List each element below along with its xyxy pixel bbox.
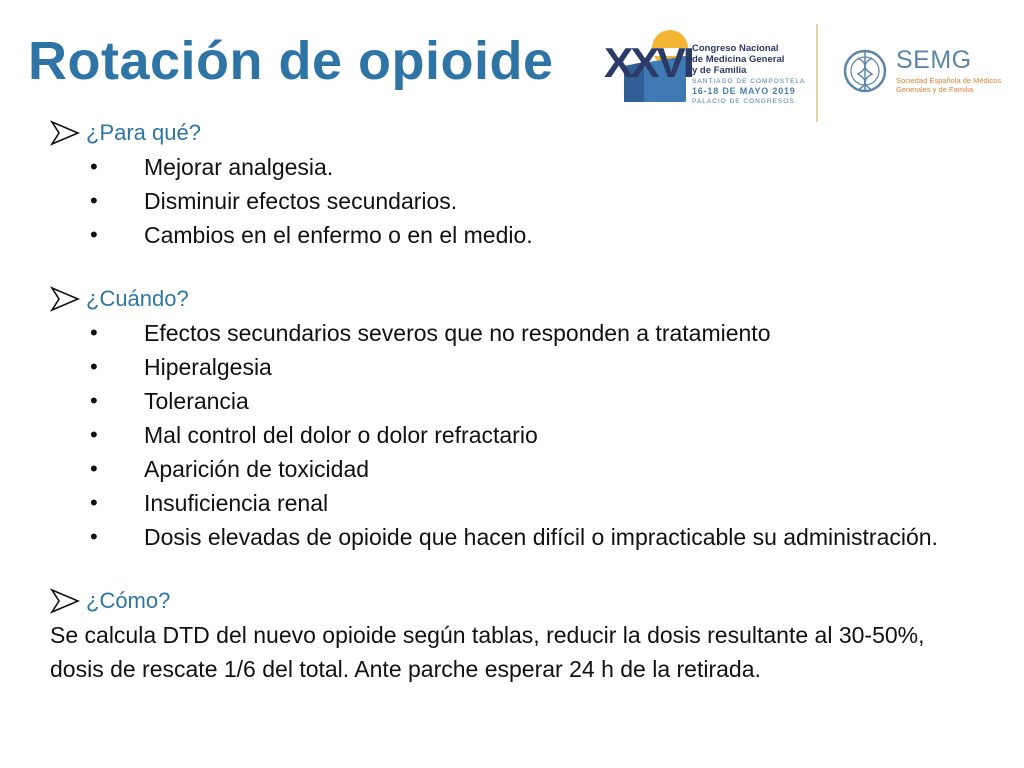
bullet-list-cuando	[50, 316, 980, 554]
congress-name-line: Congreso Nacional	[692, 43, 779, 54]
congress-dates: 16-18 DE MAYO 2019	[692, 86, 796, 96]
congress-name-line: de Medicina General	[692, 54, 785, 65]
bullet-dot: •	[90, 524, 98, 549]
list-item	[50, 184, 980, 218]
list-item-text: Mejorar analgesia.	[144, 154, 334, 180]
slide-title: Rotación de opioide	[28, 31, 554, 91]
list-item-text: Disminuir efectos secundarios.	[144, 188, 458, 214]
list-item-text: Mal control del dolor o dolor refractario	[144, 422, 538, 448]
bullet-dot: •	[90, 490, 98, 515]
congress-venue: PALACIO DE CONGRESOS	[692, 98, 795, 105]
bullet-dot: •	[90, 388, 98, 413]
bullet-dot: •	[90, 354, 98, 379]
bullet-dot: •	[90, 422, 98, 447]
list-item-text: Aparición de toxicidad	[144, 456, 370, 482]
list-item	[50, 520, 980, 554]
bullet-dot: •	[90, 188, 98, 213]
congress-roman-numeral: XXVI	[604, 39, 692, 86]
list-item	[50, 384, 980, 418]
bullet-dot: •	[90, 320, 98, 345]
semg-wordmark: SEMG	[896, 46, 972, 74]
arrow-bullet-icon	[50, 120, 80, 146]
arrow-bullet-icon	[50, 588, 80, 614]
list-item-text: Dosis elevadas de opioide que hacen difícil o impracticable su administración.	[144, 524, 938, 550]
list-item-text: Tolerancia	[144, 388, 249, 414]
section-heading-text: ¿Para qué?	[86, 120, 201, 145]
section-heading-para-que	[50, 116, 980, 150]
section-spacer	[50, 252, 980, 282]
semg-subtitle: Sociedad Española de Médicos	[896, 76, 1002, 85]
section-heading-text: ¿Cómo?	[86, 588, 171, 613]
list-item	[50, 350, 980, 384]
semg-emblem-icon	[840, 46, 890, 96]
bullet-dot: •	[90, 154, 98, 179]
congress-city: SANTIAGO DE COMPOSTELA	[692, 78, 806, 85]
congress-name	[692, 43, 802, 76]
slide-content	[50, 116, 980, 686]
congress-name-line: y de Familia	[692, 65, 747, 76]
como-paragraph: Se calcula DTD del nuevo opioide según tablas, reducir la dosis resultante al 30-50%, dosis de rescate 1/6 del total. Ante parche esperar 24 h de la retirada.	[50, 622, 925, 682]
list-item-text: Cambios en el enfermo o en el medio.	[144, 222, 533, 248]
list-item	[50, 218, 980, 252]
semg-logo	[840, 46, 1002, 102]
arrow-bullet-icon	[50, 286, 80, 312]
list-item	[50, 418, 980, 452]
congress-logo	[604, 22, 806, 106]
list-item-text: Insuficiencia renal	[144, 490, 329, 516]
section-heading-cuando	[50, 282, 980, 316]
list-item	[50, 486, 980, 520]
section-heading-como	[50, 584, 980, 618]
list-item-text: Efectos secundarios severos que no responden a tratamiento	[144, 320, 771, 346]
bullet-dot: •	[90, 456, 98, 481]
bullet-list-para-que	[50, 150, 980, 252]
section-spacer	[50, 554, 980, 584]
list-item-text: Hiperalgesia	[144, 354, 272, 380]
list-item	[50, 150, 980, 184]
bullet-dot: •	[90, 222, 98, 247]
section-heading-text: ¿Cuándo?	[86, 286, 189, 311]
semg-subtitle: Generales y de Familia	[896, 85, 974, 94]
logo-divider	[816, 24, 818, 122]
list-item	[50, 316, 980, 350]
list-item	[50, 452, 980, 486]
